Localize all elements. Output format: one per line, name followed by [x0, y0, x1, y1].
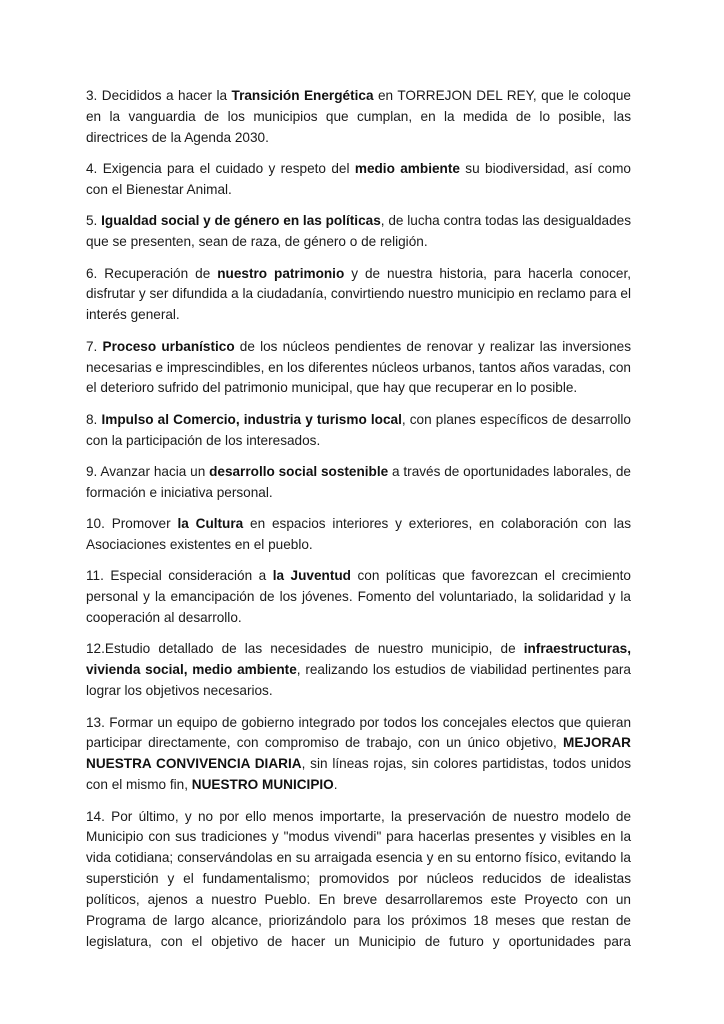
paragraph-item-6 — [86, 264, 631, 327]
document-page — [86, 86, 631, 963]
text-run: 9. Avanzar hacia un — [86, 463, 210, 479]
text-run: 4. Exigencia para el cuidado y respeto del — [86, 161, 355, 177]
paragraph-item-13 — [86, 713, 631, 797]
text-run: 10. Promover — [86, 516, 178, 532]
text-run: . — [333, 777, 338, 793]
text-run: 12.Estudio detallado de las necesidades de nuestro municipio, de — [86, 641, 524, 657]
text-run: 8. — [86, 411, 102, 427]
text-run: , sin líneas rojas, sin colores partidistas, todos unidos con el mismo fin, — [86, 756, 631, 793]
paragraph-item-9 — [86, 462, 631, 504]
bold-phrase: Proceso urbanístico — [102, 338, 235, 354]
text-run: , con planes específicos de desarrollo con la participación de los interesados. — [86, 411, 631, 448]
paragraph-item-12 — [86, 639, 631, 702]
bold-phrase: Impulso al Comercio, industria y turismo local — [101, 411, 402, 427]
paragraph-item-4 — [86, 159, 631, 201]
text-run: en TORREJON DEL REY, que le coloque en la vanguardia de los municipios que cumplan, en la medida de lo posible, las directrices de la Agenda 2030. — [86, 88, 631, 145]
bold-phrase: medio ambiente — [354, 161, 460, 177]
text-run: su biodiversidad, así como con el Bienestar Animal. — [86, 161, 631, 198]
bold-phrase: la Cultura — [177, 516, 244, 532]
text-run: 5. — [86, 213, 102, 229]
text-run: 7. — [86, 338, 103, 354]
bold-phrase: la Juventud — [272, 568, 351, 584]
text-run: en espacios interiores y exteriores, en colaboración con las Asociaciones existentes en el pueblo. — [86, 516, 631, 553]
text-run: , de lucha contra todas las desigualdades que se presenten, sean de raza, de género o de religión. — [86, 213, 631, 250]
paragraph-item-3 — [86, 86, 631, 149]
text-run: 14. Por último, y no por ello menos importarte, la preservación de nuestro modelo de Municipio con sus tradiciones y "modus vivendi" para hacerlas presentes y visibles en la vida cotidiana; conservándolas en su arraigada esencia y en su entorno físico, evitando la superstición y el fundamentalismo; promovidos por núcleos reducidos de idealistas políticos, ajenos a nuestro Pueblo. En breve desarrollaremos este Proyecto con un Programa de largo alcance, priorizándolo para los próximos 18 meses que restan de legislatura, con el objetivo de hacer un Municipio de futuro y oportunidades para — [86, 808, 631, 950]
text-run: con políticas que favorezcan el crecimiento personal y la emancipación de los jóvenes. Fomento del voluntariado, la solidaridad y la cooperación al desarrollo. — [86, 568, 631, 626]
paragraph-item-14 — [86, 807, 631, 953]
text-run: de los núcleos pendientes de renovar y realizar las inversiones necesarias e imprescindibles, en los diferentes núcleos urbanos, tantos años varadas, con el deterioro sufrido del patrimonio municipal, que hay que recuperar en lo posible. — [86, 338, 631, 396]
paragraph-item-10 — [86, 514, 631, 556]
paragraph-item-5 — [86, 211, 631, 253]
bold-phrase: Igualdad social y de género en las políticas — [101, 213, 381, 229]
paragraph-item-8 — [86, 410, 631, 452]
bold-phrase: NUESTRO MUNICIPIO — [191, 777, 334, 793]
text-run: y de nuestra historia, para hacerla conocer, disfrutar y ser difundida a la ciudadanía, convirtiendo nuestro municipio en reclamo para el interés general. — [86, 265, 632, 323]
bold-phrase: Transición Energética — [231, 88, 374, 103]
text-run: 11. Especial consideración a — [86, 568, 273, 584]
bold-phrase: desarrollo social sostenible — [209, 463, 389, 479]
text-run: 13. Formar un equipo de gobierno integrado por todos los concejales electos que quieran participar directamente, con compromiso de trabajo, con un único objetivo, — [86, 714, 631, 751]
bold-phrase: MEJORAR NUESTRA CONVIVENCIA DIARIA — [86, 735, 631, 772]
paragraph-item-7 — [86, 337, 631, 400]
bold-phrase: infraestructuras, vivienda social, medio ambiente — [86, 641, 631, 678]
text-run: 6. Recuperación de — [86, 265, 218, 281]
bold-phrase: nuestro patrimonio — [217, 265, 345, 281]
text-run: 3. Decididos a hacer la — [86, 88, 232, 103]
paragraph-item-11 — [86, 566, 631, 629]
text-run: , realizando los estudios de viabilidad pertinentes para lograr los objetivos necesarios. — [86, 662, 631, 699]
text-run: a través de oportunidades laborales, de formación e iniciativa personal. — [86, 463, 631, 500]
